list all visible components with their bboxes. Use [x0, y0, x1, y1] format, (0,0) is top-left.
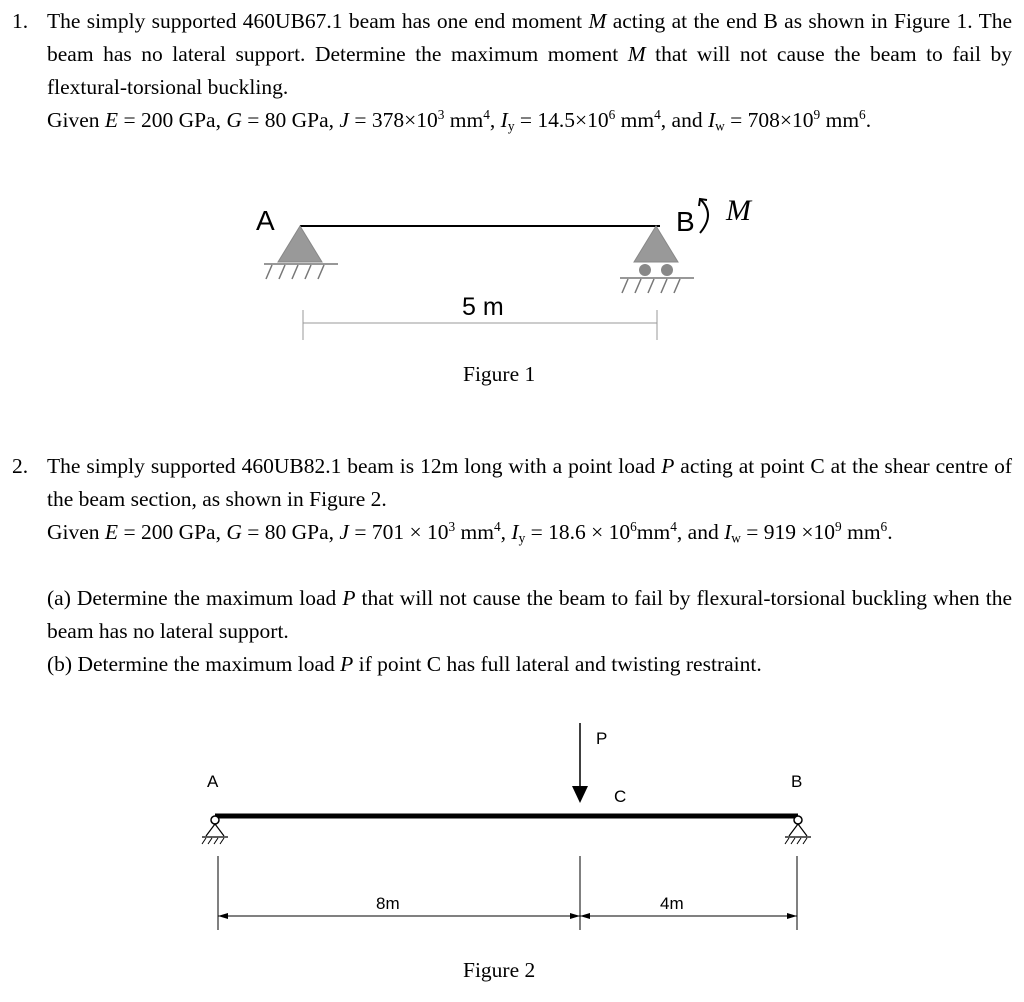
question-1-text: The simply supported 460UB67.1 beam has one end moment M acting at the end B as shown in Figure 1. The beam has no lateral support. Determine the maximum moment M that will not cause the beam to fail by flextural-torsional buckling.	[47, 9, 1013, 99]
figure-1-label-b: B	[676, 206, 695, 237]
question-1-number: 1.	[12, 9, 29, 33]
figure-2-label-c: C	[614, 787, 627, 806]
figure-1-caption: Figure 1	[463, 362, 536, 386]
figure-1-span: 5 m	[462, 293, 504, 321]
figure-2-label-p: P	[596, 729, 608, 748]
figure-1-label-a: A	[256, 205, 275, 236]
figure-2-label-b: B	[791, 772, 803, 791]
figure-2-span-left: 8m	[376, 894, 400, 913]
question-2-text: The simply supported 460UB82.1 beam is 12m long with a point load P acting at point C at the shear centre of the beam section, as shown in Figure 2.	[47, 454, 1012, 511]
pin-support-b-2	[789, 824, 807, 836]
question-1-given: Given E = 200 GPa, G = 80 GPa, $J = 378\times 10^3$ $mm^4$, $I_y = 14.5\times 10^6$ $mm^4$, and $I_w = 708\times 10^9$ $mm^6$.	[47, 106, 872, 134]
question-2-given: Given E = 200 GPa, G = 80 GPa, $J = 701 \times 10^3$ $mm^4$, $I_y = 18.6 \times 10^6mm^4$, and $I_w = 919 \times 10^9$ $mm^6$.	[47, 518, 893, 546]
figure-2-caption: Figure 2	[463, 958, 536, 982]
figure-2-label-a: A	[207, 772, 219, 791]
pin-support-a-2	[206, 824, 224, 836]
question-2-part-a: (a) Determine the maximum load P that will not cause the beam to fail by flexural-torsional buckling when the beam has no lateral support.	[47, 586, 1012, 643]
figure-1-label-m: M	[726, 194, 751, 227]
question-2-number: 2.	[12, 454, 29, 478]
figure-2-span-right: 4m	[660, 894, 684, 913]
question-2-part-b: (b) Determine the maximum load P if point C has full lateral and twisting restraint.	[47, 652, 762, 676]
